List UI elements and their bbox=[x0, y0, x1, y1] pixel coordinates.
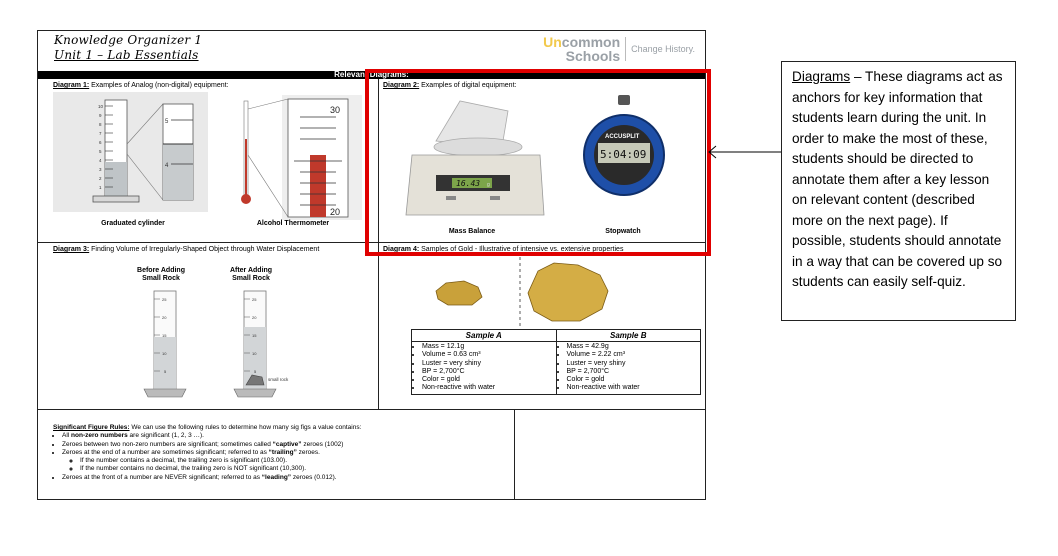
document-title bbox=[54, 33, 202, 63]
svg-text:4: 4 bbox=[165, 163, 169, 169]
svg-text:2: 2 bbox=[99, 176, 102, 181]
svg-text:15: 15 bbox=[252, 333, 257, 338]
svg-text:20: 20 bbox=[252, 315, 257, 320]
svg-text:15: 15 bbox=[162, 333, 167, 338]
svg-text:3: 3 bbox=[99, 167, 102, 172]
gold-samples-image bbox=[428, 257, 658, 329]
mass-balance-label: Mass Balance bbox=[448, 228, 496, 235]
svg-text:5:04:09: 5:04:09 bbox=[600, 148, 647, 161]
alcohol-thermometer-diagram bbox=[228, 95, 363, 220]
svg-text:20: 20 bbox=[162, 315, 167, 320]
note-body: – These diagrams act as anchors for key information that students learn during the unit. In order to make the most of these, students should be directed to annotate them after a key lesson on relevant content (described more on the next page). If possible, students should annotate in a way that can be covered up so students can easily self-quiz. bbox=[792, 69, 1003, 289]
svg-text:10: 10 bbox=[162, 351, 167, 356]
graduated-cylinder-diagram bbox=[53, 92, 208, 212]
diagram1-caption: Diagram 1: Examples of Analog (non-digital) equipment: bbox=[53, 82, 229, 89]
svg-text:5: 5 bbox=[99, 149, 102, 154]
after-adding-label: After Adding Small Rock bbox=[229, 267, 273, 282]
alcohol-thermometer-label: Alcohol Thermometer bbox=[256, 220, 330, 227]
graduated-cylinder-label: Graduated cylinder bbox=[101, 220, 165, 227]
svg-text:g: g bbox=[487, 182, 490, 188]
diagrams-note-box bbox=[781, 61, 1016, 321]
diagram2-highlight-box bbox=[365, 69, 711, 256]
sig-fig-rule-2: • Zeroes between two non-zero numbers are significant; sometimes called “captive” zeroes (1002) bbox=[62, 441, 513, 449]
gold-nugget-sample-a bbox=[436, 281, 482, 305]
sig-fig-rules: Significant Figure Rules: We can use the following rules to determine how many sig figs a value contains: • All non-zero numbers are significant (1, 2, 3 …). • Zeroes between two non-zero numbers are significant; sometimes called “captive” zeroes (1002) • Zeroes at the end of a number are sometimes significant; referred to as “trailing” zeroes. ◦ If the number contains a decimal, the trailing zero is significant (103.00). ◦ If the number contains no decimal, the trailing zero is NOT significant (10,300). • Zeroes at the front of a number are NEVER significant; referred to as “leading” zeroes (0.012). bbox=[53, 424, 513, 482]
sig-fig-rule-4: • Zeroes at the front of a number are NEVER significant; referred to as “leading” zeroes (0.012). bbox=[62, 474, 513, 482]
svg-text:16.43: 16.43 bbox=[456, 179, 481, 188]
svg-text:20: 20 bbox=[330, 207, 341, 217]
diagram4-caption: Diagram 4: Samples of Gold - Illustrative of intensive vs. extensive properties bbox=[383, 246, 624, 253]
gold-nugget-sample-b bbox=[528, 263, 608, 321]
svg-text:7: 7 bbox=[99, 131, 102, 136]
svg-text:9: 9 bbox=[99, 113, 102, 118]
title-line-1: Knowledge Organizer 1 bbox=[54, 33, 203, 47]
svg-text:4: 4 bbox=[99, 158, 102, 163]
svg-text:5: 5 bbox=[164, 369, 167, 374]
svg-text:8: 8 bbox=[99, 122, 102, 127]
logo-tagline: Change History. bbox=[631, 44, 695, 54]
water-displacement-diagram bbox=[138, 289, 318, 401]
note-heading: Diagrams bbox=[792, 69, 851, 84]
diagram2-caption: Diagram 2: Examples of digital equipment: bbox=[383, 82, 517, 89]
sig-fig-rule-1: • All non-zero numbers are significant (1, 2, 3 …). bbox=[62, 432, 513, 440]
svg-text:10: 10 bbox=[98, 104, 104, 109]
before-adding-label: Before Adding Small Rock bbox=[137, 267, 185, 282]
section-header: Relevant Diagrams: bbox=[38, 71, 705, 79]
svg-text:5: 5 bbox=[254, 369, 257, 374]
gold-samples-table bbox=[411, 329, 701, 395]
callout-arrow-icon bbox=[706, 145, 782, 159]
svg-text:small rock: small rock bbox=[268, 377, 289, 382]
svg-text:10: 10 bbox=[252, 351, 257, 356]
stopwatch-label: Stopwatch bbox=[605, 228, 641, 235]
sample-b-header: Sample B bbox=[556, 330, 701, 342]
svg-text:6: 6 bbox=[99, 140, 102, 145]
diagram3-caption: Diagram 3: Finding Volume of Irregularly-Shaped Object through Water Displacement bbox=[53, 246, 320, 253]
uncommon-schools-logo: Uncommon Schools Change History. bbox=[543, 34, 695, 64]
sample-a-properties: • Mass = 12.1g • Volume = 0.63 cm³ • Luster = very shiny • BP = 2,700°C • Color = gold • Non-reactive with water bbox=[412, 342, 557, 395]
svg-text:25: 25 bbox=[162, 297, 167, 302]
svg-text:30: 30 bbox=[330, 105, 341, 115]
sig-fig-rule-3: • Zeroes at the end of a number are sometimes significant; referred to as “trailing” zeroes. ◦ If the number contains a decimal, the trailing zero is significant (103.00). ◦ If the number contains no decimal, the trailing zero is NOT significant (10,300). bbox=[62, 449, 513, 474]
svg-text:5: 5 bbox=[165, 119, 169, 125]
title-line-2: Unit 1 – Lab Essentials bbox=[54, 48, 199, 62]
svg-text:25: 25 bbox=[252, 297, 257, 302]
svg-text:ACCUSPLIT: ACCUSPLIT bbox=[605, 134, 640, 140]
sample-b-properties: • Mass = 42.9g • Volume = 2.22 cm³ • Luster = very shiny • BP = 2,700°C • Color = gold • Non-reactive with water bbox=[556, 342, 701, 395]
svg-text:1: 1 bbox=[99, 185, 102, 190]
sample-a-header: Sample A bbox=[412, 330, 557, 342]
